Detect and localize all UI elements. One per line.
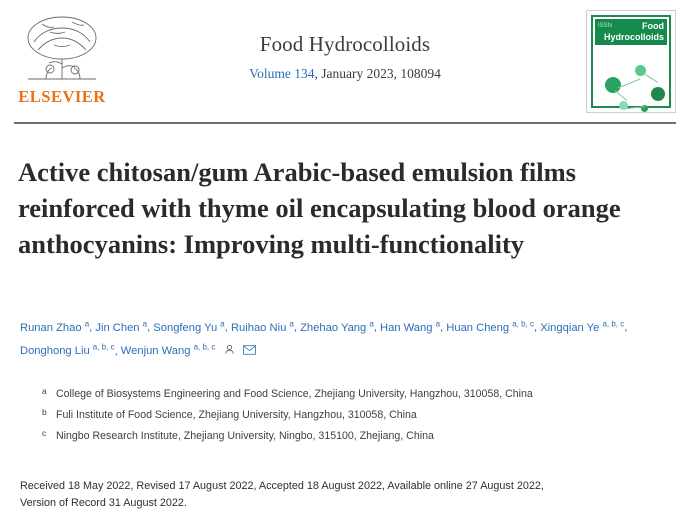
author-separator: , [624,321,628,334]
cover-issn-tag: ISSN [598,23,613,29]
author-item[interactable] [153,319,225,334]
author-item[interactable] [300,319,374,334]
author-name[interactable]: Xingqian Ye [540,321,600,334]
affiliation-mark: b [42,407,47,417]
author-item[interactable] [120,342,216,358]
author-item[interactable] [20,319,90,334]
author-name[interactable]: Runan Zhao [20,321,82,334]
author-separator: , [224,321,231,334]
journal-title: Food Hydrocolloids [259,32,431,56]
author-name[interactable]: Jin Chen [95,321,140,334]
author-item[interactable] [95,319,148,334]
affiliation-text: College of Biosystems Engineering and Food Science, Zhejiang University, Hangzhou, 310058, China [56,388,533,400]
author-affil-marks: a [142,319,148,328]
correspondence-email-icon[interactable] [243,345,256,355]
author-name[interactable]: Ruihao Niu [230,321,287,334]
author-affil-marks: a, b, c [193,342,216,352]
author-separator: , [534,321,541,334]
author-name[interactable]: Han Wang [380,321,433,334]
author-separator: , [440,321,447,334]
author-separator: , [373,321,381,334]
author-separator: , [147,321,154,334]
cover-title-line1: Food [642,21,664,31]
author-name[interactable]: Wenjun Wang [120,345,191,358]
affiliation-text: Ningbo Research Institute, Zhejiang University, Ningbo, 315100, Zhejiang, China [56,430,434,442]
author-item[interactable] [446,319,534,334]
author-item[interactable] [20,342,115,358]
author-item[interactable] [380,319,441,334]
article-history [20,478,668,512]
author-separator: , [114,345,121,358]
cover-titlebar [595,19,667,45]
volume-link[interactable]: Volume 134 [249,66,315,81]
author-affil-marks: a [220,319,225,328]
author-affil-marks: a [84,319,90,328]
author-affil-marks: a [289,319,294,328]
article-history-line-2: Version of Record 31 August 2022. [20,497,187,509]
author-list [20,314,668,361]
affiliation-text: Fuli Institute of Food Science, Zhejiang University, Hangzhou, 310058, China [56,409,417,421]
header-divider [14,122,676,124]
author-affil-marks: a, b, c [602,319,625,328]
author-name[interactable]: Donghong Liu [20,345,90,358]
author-name[interactable]: Zhehao Yang [300,321,367,334]
author-affil-marks: a [369,319,374,328]
cover-title-line2: Hydrocolloids [603,32,664,42]
affiliation-item [42,430,668,442]
author-profile-icon[interactable] [224,344,235,355]
affiliation-item [42,409,668,421]
affiliation-list [42,388,668,451]
issue-detail: , January 2023, 108094 [314,66,441,81]
author-name[interactable]: Huan Cheng [446,321,510,334]
affiliation-mark: c [42,428,47,438]
page-header [0,0,690,112]
author-affil-marks: a, b, c [512,319,534,328]
author-item[interactable] [230,319,294,334]
author-separator: , [89,321,96,334]
author-affil-marks: a, b, c [92,342,115,352]
journal-cover-thumbnail[interactable] [586,10,676,113]
affiliation-mark: a [42,386,47,396]
article-history-line-1: Received 18 May 2022, Revised 17 August 2022, Accepted 18 August 2022, Available online 27 August 2022, [20,480,544,492]
publisher-name: ELSEVIER [18,87,106,106]
cover-frame [591,15,671,108]
page-title: Active chitosan/gum Arabic-based emulsion films reinforced with thyme oil encapsulating blood orange anthocyanins: Improving multi-functionality [18,156,621,259]
cover-artwork [595,47,667,104]
author-name[interactable]: Songfeng Yu [153,321,218,334]
author-affil-marks: a [435,319,441,328]
author-separator: , [293,321,301,334]
affiliation-item [42,388,668,400]
author-action-icons [224,342,255,361]
author-item[interactable] [540,319,625,334]
